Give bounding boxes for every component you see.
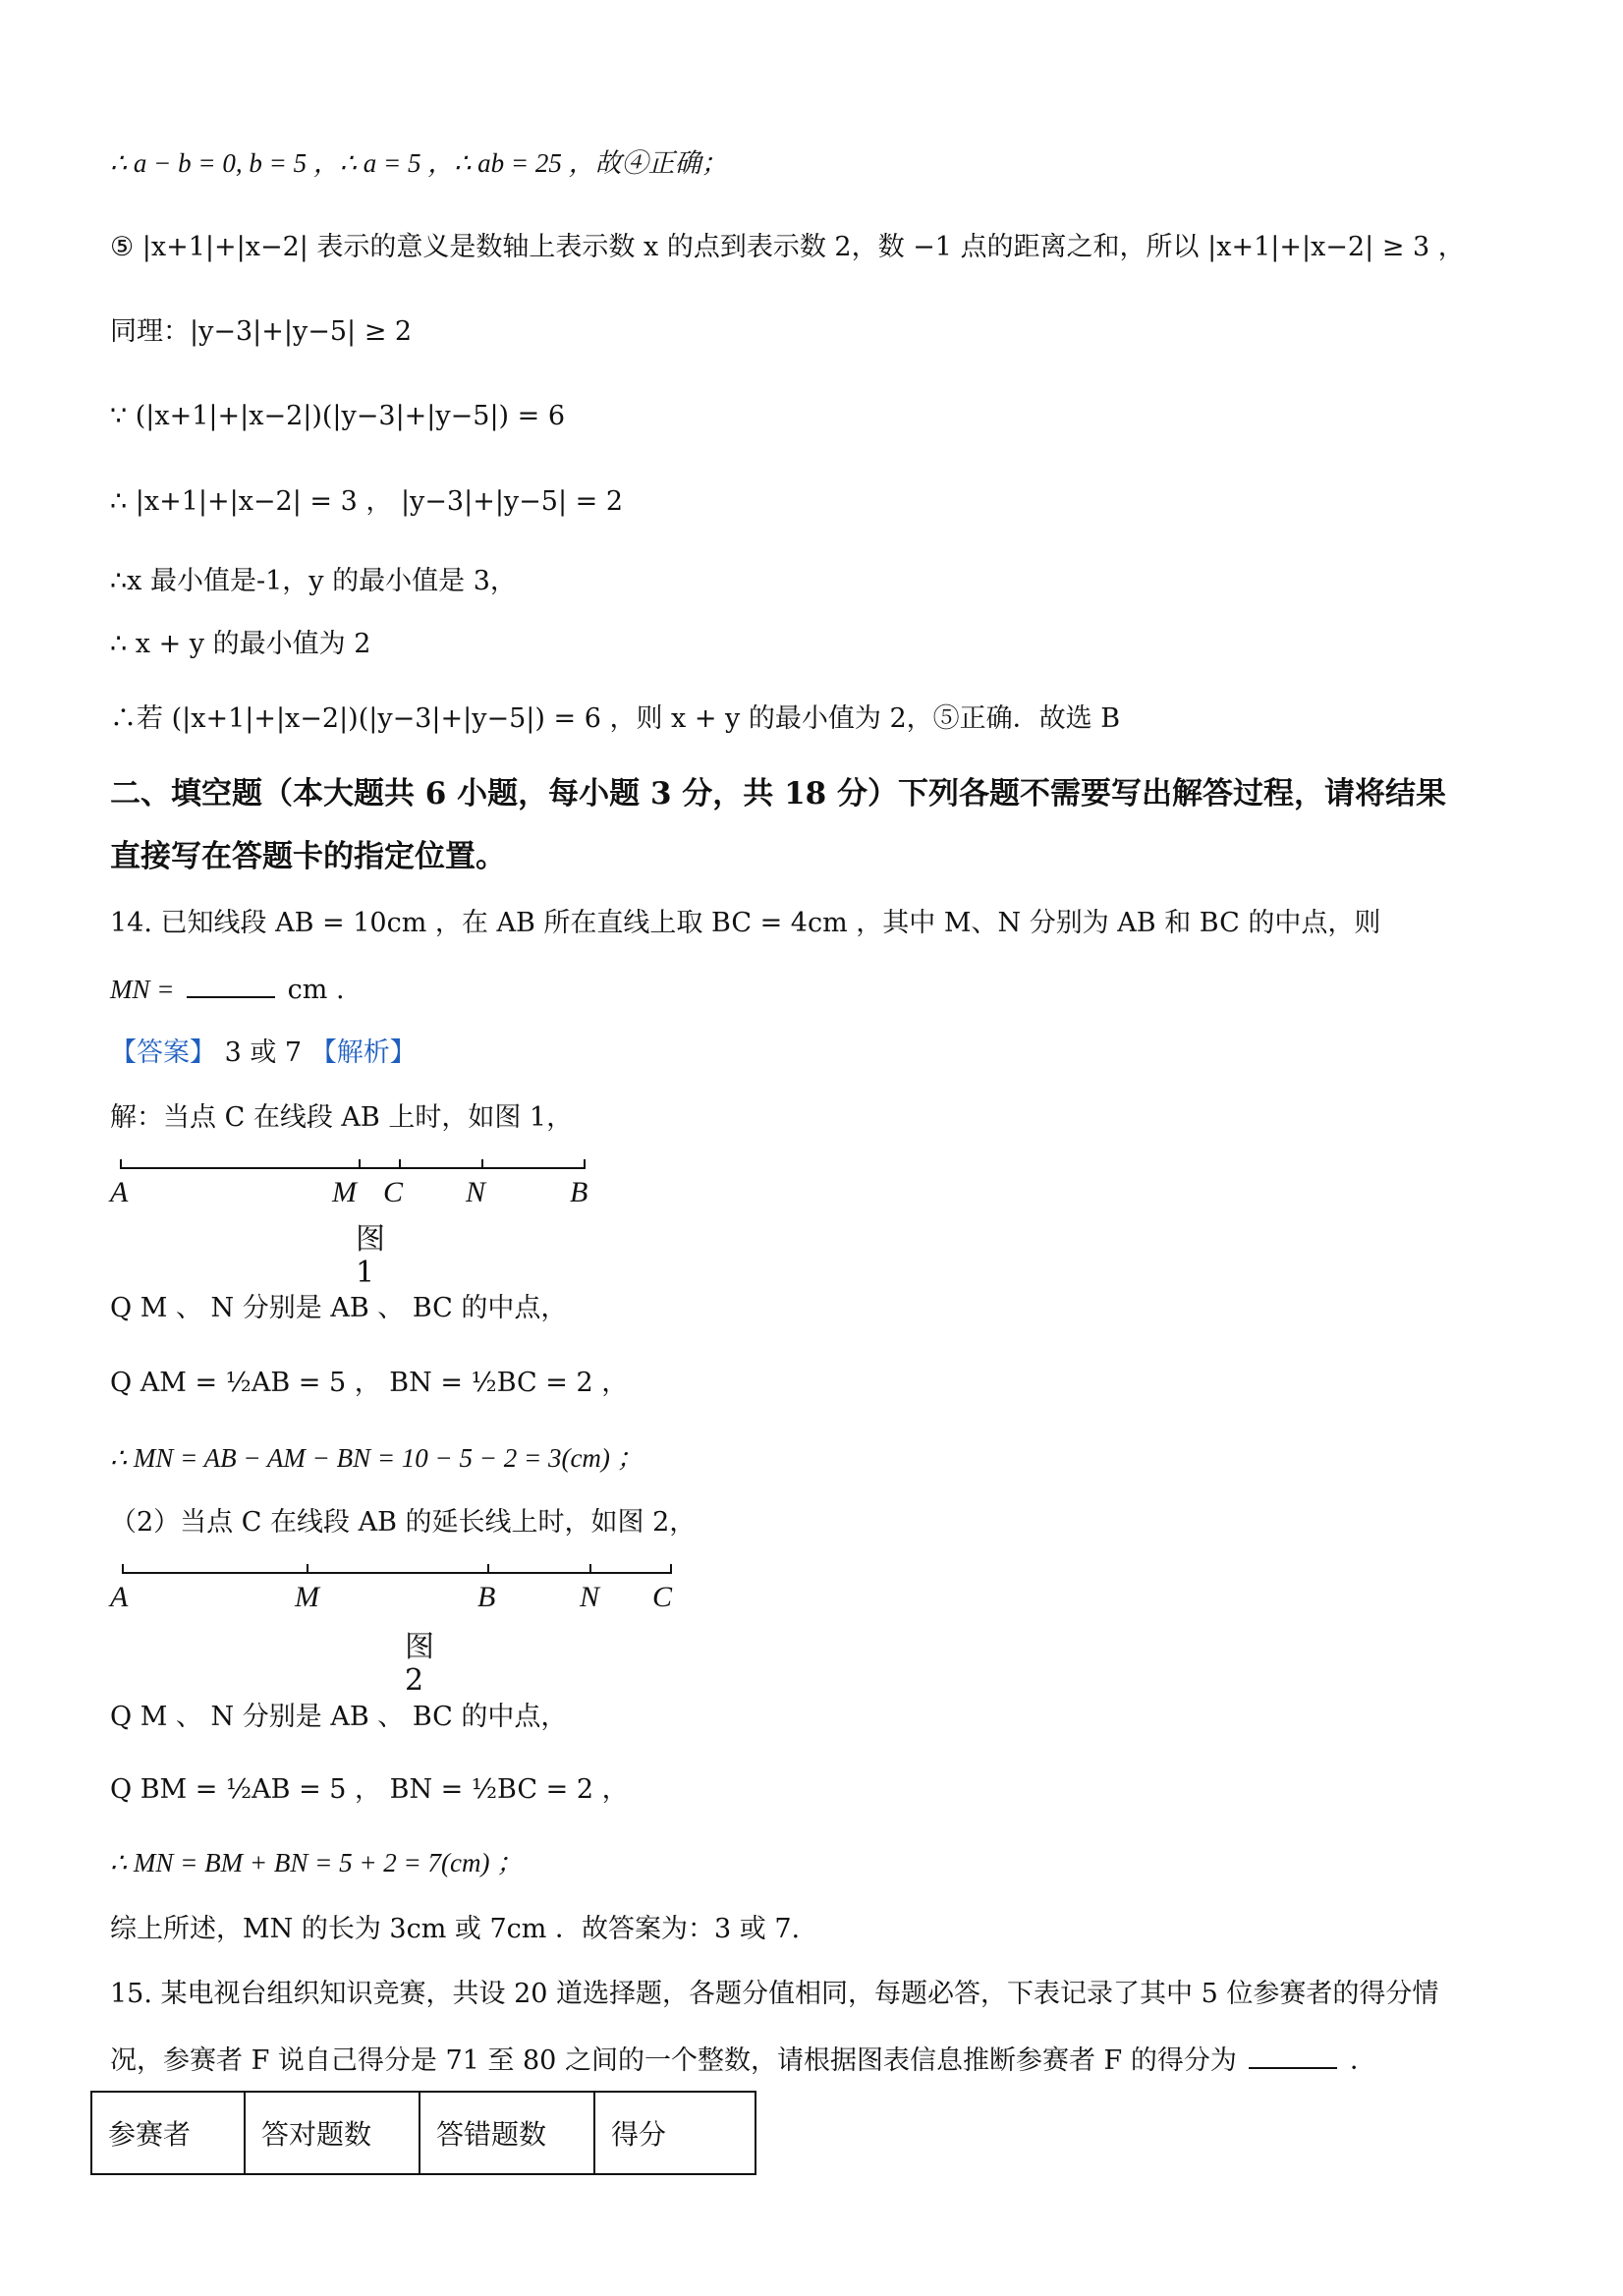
answer-tag: 【答案】: [110, 1037, 216, 1068]
tick-mark: [589, 1564, 591, 1574]
question-14-stem-blank-line: [110, 969, 345, 1010]
question-15-text: 况，参赛者 F 说自己得分是 71 至 80 之间的一个整数，请根据图表信息推断参赛者 F 的得分为: [110, 2045, 1237, 2076]
tick-mark: [359, 1159, 361, 1169]
section-heading: 直接写在答题卡的指定位置。: [110, 839, 506, 874]
analysis-tag: 【解析】: [309, 1037, 417, 1068]
point-label-b: B: [570, 1176, 588, 1208]
table-header-cell: 答对题数: [245, 2092, 420, 2174]
point-label-n: N: [580, 1581, 600, 1613]
solution-line: ∴ a − b = 0, b = 5 ，∴ a = 5 ，∴ ab = 25 ，故④正确；: [110, 148, 728, 178]
tick-mark: [487, 1564, 489, 1574]
answer-blank: [187, 969, 275, 998]
solution-line: 同理：|y−3|+|y−5| ≥ 2: [110, 316, 413, 347]
table-header-cell: 答错题数: [420, 2092, 594, 2174]
case1-intro: 解：当点 C 在线段 AB 上时，如图 1，: [110, 1102, 574, 1133]
table-header-row: [91, 2092, 756, 2174]
tick-mark: [584, 1159, 586, 1169]
segment-line: [120, 1167, 586, 1169]
answer-value: 3 或 7: [224, 1037, 303, 1068]
point-label-m: M: [295, 1581, 319, 1613]
table-header-cell: 得分: [594, 2092, 756, 2174]
solution-line: ∴x 最小值是-1，y 的最小值是 3，: [110, 566, 517, 596]
solution-line: ⑤ |x+1|+|x−2| 表示的意义是数轴上表示数 x 的点到表示数 2，数 −1 点的距离之和，所以 |x+1|+|x−2| ≥ 3 ，: [110, 232, 1465, 262]
figure-caption: 图2: [405, 1630, 434, 1698]
unit-label: cm .: [287, 975, 345, 1005]
case1-step: Q M 、 N 分别是 AB 、 BC 的中点，: [110, 1293, 568, 1323]
tick-mark: [122, 1564, 124, 1574]
point-label-b: B: [477, 1581, 496, 1613]
case1-step: Q AM = ½AB = 5 ， BN = ½BC = 2 ，: [110, 1368, 629, 1398]
case2-step: ∴ MN = BM + BN = 5 + 2 = 7(cm) ；: [110, 1848, 524, 1877]
point-label-a: A: [110, 1176, 129, 1208]
case2-intro: （2）当点 C 在线段 AB 的延长线上时，如图 2，: [110, 1507, 697, 1538]
point-label-m: M: [332, 1176, 357, 1208]
point-label-c: C: [652, 1581, 673, 1613]
case2-step: Q BM = ½AB = 5 ， BN = ½BC = 2 ，: [110, 1774, 629, 1805]
tick-mark: [399, 1159, 401, 1169]
figure-caption: 图1: [356, 1222, 385, 1290]
tick-mark: [670, 1564, 672, 1574]
section-heading: 二、填空题（本大题共 6 小题，每小题 3 分，共 18 分）下列各题不需要写出解答过程，请将结果: [110, 776, 1447, 812]
case2-step: Q M 、 N 分别是 AB 、 BC 的中点，: [110, 1702, 568, 1732]
answer-line: [110, 1034, 417, 1073]
table-header-cell: 参赛者: [91, 2092, 245, 2174]
question-15-stem-blank-line: [110, 2040, 1376, 2081]
case1-step: ∴ MN = AB − AM − BN = 10 − 5 − 2 = 3(cm) ；: [110, 1443, 644, 1473]
question-14-stem: 14. 已知线段 AB = 10cm ，在 AB 所在直线上取 BC = 4cm ，其中 M、N 分别为 AB 和 BC 的中点，则: [110, 908, 1381, 938]
point-label-a: A: [110, 1581, 129, 1613]
answer-blank: [1249, 2040, 1337, 2069]
mn-label: MN =: [110, 975, 175, 1004]
solution-line: ∵ (|x+1|+|x−2|)(|y−3|+|y−5|) = 6: [110, 401, 566, 431]
point-label-c: C: [383, 1176, 404, 1208]
tick-mark: [307, 1564, 308, 1574]
tick-mark: [120, 1159, 122, 1169]
point-label-n: N: [466, 1176, 486, 1208]
solution-line: ∴ x + y 的最小值为 2: [110, 629, 371, 659]
question-15-stem: 15. 某电视台组织知识竞赛，共设 20 道选择题，各题分值相同，每题必答，下表记录了其中 5 位参赛者的得分情: [110, 1979, 1439, 2009]
solution-line: ∴若 (|x+1|+|x−2|)(|y−3|+|y−5|) = 6 ，则 x + y 的最小值为 2，⑤正确．故选 B: [110, 703, 1121, 734]
tick-mark: [481, 1159, 483, 1169]
solution-line: ∴ |x+1|+|x−2| = 3 ， |y−3|+|y−5| = 2: [110, 486, 624, 517]
period: ．: [1350, 2045, 1377, 2076]
score-table: [90, 2091, 756, 2175]
conclusion: 综上所述，MN 的长为 3cm 或 7cm ．故答案为：3 或 7.: [110, 1914, 801, 1944]
